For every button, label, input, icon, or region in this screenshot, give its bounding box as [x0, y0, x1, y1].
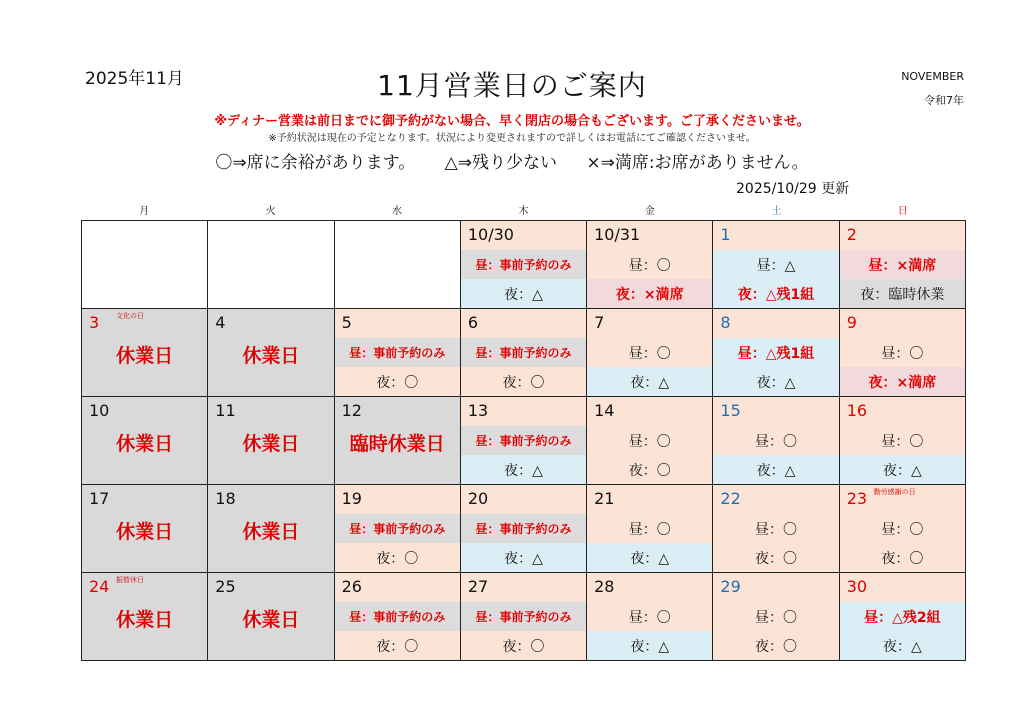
lunch-status: 昼：×満席	[840, 250, 965, 279]
calendar-grid	[81, 220, 966, 661]
reservation-notice: ※予約状況は現在の予定となります。状況により変更されますので詳しくはお電話にてご確認くださいませ。	[268, 133, 756, 144]
day-number: 28	[594, 577, 615, 596]
day-number: 1	[720, 225, 731, 244]
lunch-status: 昼：〇	[755, 521, 798, 538]
lunch-status: 昼：〇	[881, 521, 924, 538]
closed-day-label: 休業日	[116, 609, 174, 631]
day-number: 18	[215, 489, 236, 508]
dinner-status: 夜：△	[461, 279, 586, 308]
calendar-day-cell	[82, 397, 208, 485]
weekday-thu: 木	[518, 206, 529, 217]
day-number: 7	[594, 313, 605, 332]
dinner-status: 夜：△	[840, 631, 965, 660]
day-number: 5	[341, 313, 352, 332]
day-number: 4	[215, 313, 226, 332]
calendar-day-cell	[82, 309, 208, 397]
updated-date: 2025/10/29 更新	[736, 181, 850, 197]
calendar-day-cell	[587, 221, 713, 309]
dinner-status: 夜：〇	[755, 638, 798, 655]
calendar-day-cell	[587, 397, 713, 485]
day-number: 19	[341, 489, 362, 508]
lunch-status: 昼：事前予約のみ	[461, 514, 586, 543]
dinner-notice: ※ディナー営業は前日までに御予約がない場合、早く閉店の場合もございます。ご了承くださいませ。	[214, 114, 810, 129]
closed-day-label: 臨時休業日	[349, 433, 445, 455]
dinner-status: 夜：△	[713, 367, 838, 396]
page-title: 11月営業日のご案内	[377, 69, 647, 102]
day-number: 15	[720, 401, 741, 420]
day-number: 25	[215, 577, 236, 596]
closed-day-label: 休業日	[116, 433, 174, 455]
closed-day-label: 休業日	[116, 345, 174, 367]
calendar-day-cell	[713, 309, 839, 397]
calendar-day-cell	[460, 221, 586, 309]
calendar-day-cell	[839, 573, 965, 661]
lunch-status: 昼：事前予約のみ	[335, 514, 460, 543]
day-number: 30	[846, 577, 868, 596]
lunch-status: 昼：△残2組	[840, 602, 965, 631]
dinner-status: 夜：△	[840, 455, 965, 484]
day-number: 22	[720, 489, 741, 508]
calendar-day-cell	[587, 485, 713, 573]
weekday-wed: 水	[392, 206, 403, 217]
calendar-week-row	[82, 485, 966, 573]
holiday-name: 文化の日	[116, 312, 144, 320]
calendar-day-cell	[460, 485, 586, 573]
day-number: 16	[846, 401, 868, 420]
dinner-status: 夜：〇	[376, 374, 419, 391]
dinner-status: 夜：〇	[376, 550, 419, 567]
calendar-week-row	[82, 221, 966, 309]
calendar-day-cell	[839, 309, 965, 397]
weekday-mon: 月	[139, 206, 150, 217]
day-number: 12	[341, 401, 362, 420]
calendar-day-cell	[334, 573, 460, 661]
calendar-day-cell	[713, 573, 839, 661]
lunch-status: 昼：〇	[881, 345, 924, 362]
weekday-sun: 日	[897, 206, 908, 217]
day-number: 14	[594, 401, 615, 420]
weekday-fri: 金	[644, 206, 655, 217]
calendar-week-row	[82, 309, 966, 397]
dinner-status: 夜：〇	[755, 550, 798, 567]
calendar-day-cell	[208, 573, 334, 661]
day-number: 3	[89, 313, 100, 332]
lunch-status: 昼：事前予約のみ	[335, 602, 460, 631]
calendar-day-cell	[587, 309, 713, 397]
lunch-status: 昼：〇	[628, 609, 671, 626]
dinner-status: 夜：〇	[502, 638, 545, 655]
calendar-day-cell	[460, 309, 586, 397]
day-number: 10/31	[594, 225, 641, 244]
lunch-status: 昼：〇	[628, 433, 671, 450]
lunch-status: 昼：△	[713, 250, 838, 279]
calendar-day-cell	[208, 485, 334, 573]
day-number: 24	[89, 577, 110, 596]
day-number: 17	[89, 489, 110, 508]
dinner-status: 夜：臨時休業	[840, 279, 965, 308]
lunch-status: 昼：事前予約のみ	[461, 338, 586, 367]
holiday-name: 勤労感謝の日	[873, 488, 916, 496]
day-number: 26	[341, 577, 362, 596]
dinner-status: 夜：△	[461, 455, 586, 484]
calendar-day-cell	[208, 221, 334, 309]
lunch-status: 昼：〇	[628, 521, 671, 538]
calendar-day-cell	[713, 485, 839, 573]
day-number: 11	[215, 401, 236, 420]
lunch-status: 昼：〇	[755, 433, 798, 450]
day-number: 10/30	[467, 225, 514, 244]
calendar-day-cell	[82, 485, 208, 573]
calendar-day-cell	[334, 221, 460, 309]
lunch-status: 昼：〇	[881, 433, 924, 450]
dinner-status: 夜：△	[587, 367, 712, 396]
day-number: 2	[846, 225, 857, 244]
lunch-status: 昼：事前予約のみ	[461, 250, 586, 279]
weekday-tue: 火	[265, 206, 276, 217]
holiday-name: 振替休日	[116, 576, 144, 584]
dinner-status: 夜：×満席	[587, 279, 712, 308]
era-year-label: 令和7年	[924, 94, 964, 107]
calendar-day-cell	[713, 221, 839, 309]
legend-few-left: △⇒残り少ない	[444, 153, 557, 173]
lunch-status: 昼：△残1組	[713, 338, 838, 367]
day-number: 23	[846, 489, 868, 508]
day-number: 27	[467, 577, 489, 596]
legend-available: 〇⇒席に余裕があります。	[215, 153, 416, 173]
dinner-status: 夜：△	[713, 455, 838, 484]
day-number: 29	[720, 577, 741, 596]
calendar-day-cell	[334, 485, 460, 573]
closed-day-label: 休業日	[242, 345, 300, 367]
day-number: 21	[594, 489, 615, 508]
closed-day-label: 休業日	[242, 521, 300, 543]
day-number: 6	[467, 313, 479, 332]
calendar-day-cell	[460, 573, 586, 661]
day-number: 8	[720, 313, 731, 332]
closed-day-label: 休業日	[242, 433, 300, 455]
calendar-day-cell	[334, 309, 460, 397]
calendar-day-cell	[839, 485, 965, 573]
lunch-status: 昼：事前予約のみ	[335, 338, 460, 367]
lunch-status: 昼：〇	[755, 609, 798, 626]
calendar-day-cell	[82, 221, 208, 309]
calendar-day-cell	[839, 221, 965, 309]
calendar-week-row	[82, 397, 966, 485]
dinner-status: 夜：×満席	[840, 367, 965, 396]
weekday-header	[81, 202, 966, 218]
lunch-status: 昼：事前予約のみ	[461, 602, 586, 631]
dinner-status: 夜：△残1組	[713, 279, 838, 308]
weekday-sat: 土	[771, 206, 782, 217]
day-number: 9	[846, 313, 857, 332]
lunch-status: 昼：事前予約のみ	[461, 426, 586, 455]
day-number: 20	[467, 489, 489, 508]
lunch-status: 昼：〇	[628, 257, 671, 274]
closed-day-label: 休業日	[116, 521, 174, 543]
calendar-day-cell	[713, 397, 839, 485]
dinner-status: 夜：△	[461, 543, 586, 572]
calendar-day-cell	[208, 309, 334, 397]
calendar-week-row	[82, 573, 966, 661]
month-english-label: NOVEMBER	[901, 70, 964, 83]
dinner-status: 夜：〇	[881, 550, 924, 567]
calendar-day-cell	[82, 573, 208, 661]
dinner-status: 夜：〇	[502, 374, 545, 391]
closed-day-label: 休業日	[242, 609, 300, 631]
dinner-status: 夜：△	[587, 543, 712, 572]
dinner-status: 夜：〇	[628, 462, 671, 479]
dinner-status: 夜：△	[587, 631, 712, 660]
day-number: 13	[467, 401, 489, 420]
year-month-label: 2025年11月	[85, 69, 184, 89]
day-number: 10	[89, 401, 110, 420]
lunch-status: 昼：〇	[628, 345, 671, 362]
calendar-day-cell	[839, 397, 965, 485]
dinner-status: 夜：〇	[376, 638, 419, 655]
legend-full: ×⇒満席:お席がありません。	[586, 153, 809, 173]
calendar-day-cell	[587, 573, 713, 661]
availability-legend	[0, 148, 1024, 173]
calendar-day-cell	[208, 397, 334, 485]
calendar-day-cell	[460, 397, 586, 485]
calendar-day-cell	[334, 397, 460, 485]
